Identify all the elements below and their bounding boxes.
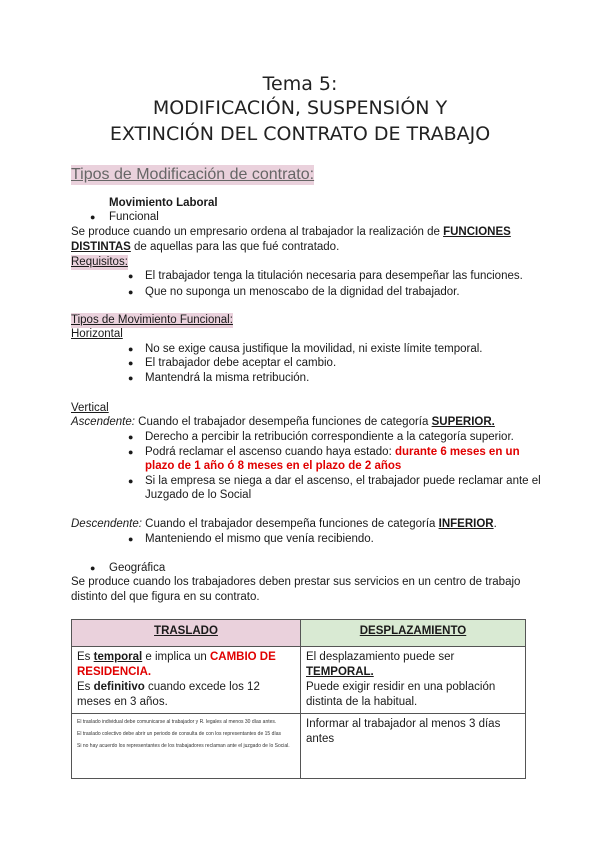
- requisito-item: Que no suponga un menoscabo de la dignidad del trabajador.: [145, 286, 460, 298]
- bullet-icon: ●: [128, 534, 134, 544]
- bullet-icon: ●: [128, 358, 134, 368]
- traslado-desplazamiento-table: [71, 619, 526, 779]
- funcional-desc-line-2: DISTINTAS de aquellas para las que fué contratado.: [71, 241, 340, 253]
- page-title-line-1: Tema 5:: [262, 73, 338, 95]
- traslado-cell-2: [72, 714, 301, 779]
- ascendente-item: Si la empresa se niega a dar el ascenso, el trabajador puede reclamar ante el: [145, 475, 541, 487]
- funcional-label: Funcional: [109, 211, 159, 223]
- header-desplazamiento: DESPLAZAMIENTO: [301, 620, 526, 647]
- bullet-icon: ●: [90, 563, 96, 573]
- geografica-desc-line-2: distinto del que figura en su contrato.: [71, 591, 260, 603]
- ascendente-item: Podrá reclamar el ascenso cuando haya estado: durante 6 meses en un: [145, 446, 520, 458]
- traslado-note: El traslado individual debe comunicarse al trabajador y R. legales al menos 30 días antes.: [77, 719, 277, 725]
- bullet-icon: ●: [128, 344, 134, 354]
- page-title-line-2: MODIFICACIÓN, SUSPENSIÓN Y: [152, 97, 448, 119]
- bullet-icon: ●: [90, 212, 96, 222]
- ascendente-item-cont: Juzgado de lo Social: [145, 489, 252, 501]
- traslado-note: El traslado colectivo debe abrir un periodo de consulta de con los representantes de 15 días: [77, 731, 282, 737]
- ascendente-item-cont: plazo de 1 año ó 8 meses en el plazo de 2 años: [145, 460, 402, 472]
- desplazamiento-cell-2: Informar al trabajador al menos 3 días antes: [301, 714, 526, 779]
- requisito-item: El trabajador tenga la titulación necesaria para desempeñar las funciones.: [145, 270, 523, 282]
- requisitos-label: Requisitos:: [71, 256, 128, 268]
- bullet-icon: ●: [128, 287, 134, 297]
- bullet-icon: ●: [128, 476, 134, 486]
- horizontal-item: No se exige causa justifique la movilidad, ni existe límite temporal.: [145, 343, 483, 355]
- traslado-cell-1: Es temporal e implica un CAMBIO DE RESIDENCIA. Es definitivo cuando excede los 12 meses en 3 años.: [72, 647, 301, 714]
- descendente-line: Descendente: Cuando el trabajador desempeña funciones de categoría INFERIOR.: [71, 518, 497, 530]
- bullet-icon: ●: [128, 432, 134, 442]
- bullet-icon: ●: [128, 373, 134, 383]
- geografica-desc-line-1: Se produce cuando los trabajadores deben prestar sus servicios en un centro de trabajo: [71, 576, 521, 588]
- horizontal-label: Horizontal: [71, 328, 123, 340]
- horizontal-item: El trabajador debe aceptar el cambio.: [145, 357, 337, 369]
- desplazamiento-cell-1: El desplazamiento puede ser TEMPORAL. Puede exigir residir en una población distinta de la habitual.: [301, 647, 526, 714]
- bullet-icon: ●: [128, 271, 134, 281]
- tipos-funcional-label: Tipos de Movimiento Funcional:: [71, 314, 233, 326]
- header-traslado: TRASLADO: [72, 620, 301, 647]
- page-title-line-3: EXTINCIÓN DEL CONTRATO DE TRABAJO: [109, 123, 491, 145]
- funcional-desc-line-1: Se produce cuando un empresario ordena al trabajador la realización de FUNCIONES: [71, 226, 511, 238]
- movimiento-title: Movimiento Laboral: [109, 197, 218, 209]
- vertical-label: Vertical: [71, 402, 109, 414]
- traslado-note: Si no hay acuerdo los representantes de los trabajadores reclaman ante el juzgado de lo Social.: [77, 743, 290, 749]
- geografica-label: Geográfica: [109, 562, 166, 574]
- ascendente-item: Derecho a percibir la retribución correspondiente a la categoría superior.: [145, 431, 514, 443]
- section-heading: Tipos de Modificación de contrato:: [71, 166, 315, 183]
- ascendente-line: Ascendente: Cuando el trabajador desempeña funciones de categoría SUPERIOR.: [71, 416, 495, 428]
- bullet-icon: ●: [128, 447, 134, 457]
- horizontal-item: Mantendrá la misma retribución.: [145, 372, 310, 384]
- descendente-item: Manteniendo el mismo que venía recibiendo.: [145, 533, 374, 545]
